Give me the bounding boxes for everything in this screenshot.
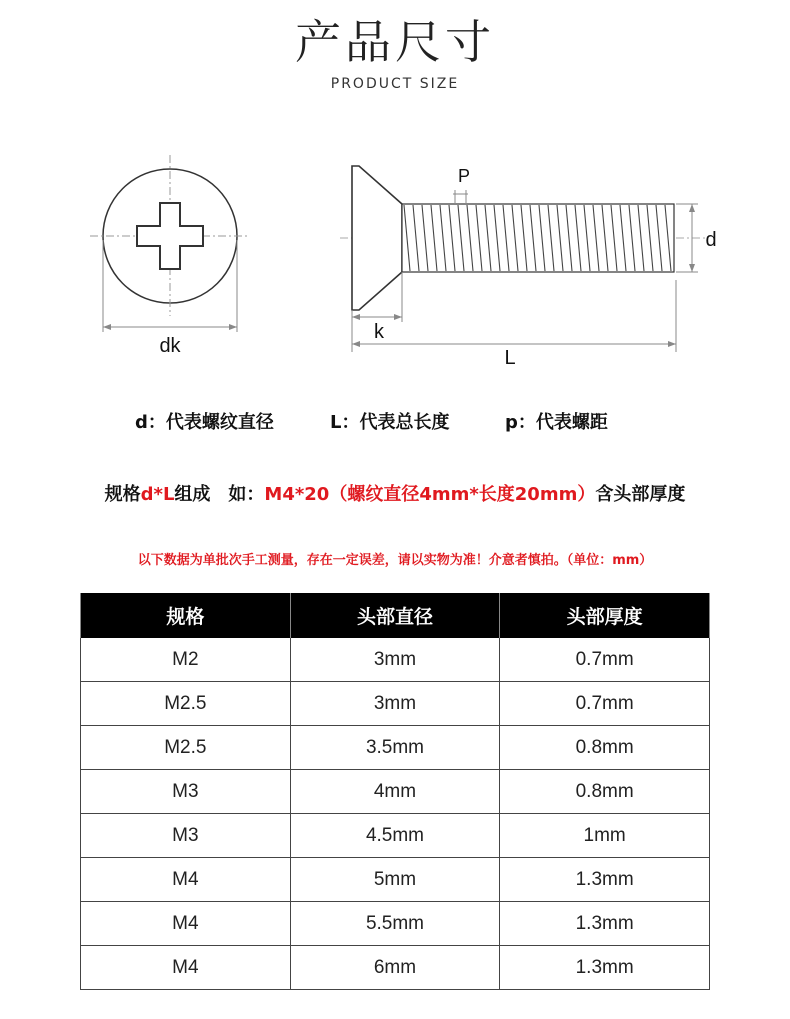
cell-head-diameter: 4.5mm [290, 814, 500, 858]
spec-prefix: 规格 [104, 484, 141, 505]
k-label: k [374, 321, 384, 343]
L-label: L [504, 347, 516, 369]
screw-head-top-view [90, 155, 250, 316]
cell-head-thickness: 0.8mm [500, 726, 710, 770]
cell-spec: M4 [81, 902, 291, 946]
cell-spec: M4 [81, 946, 291, 990]
L-dimension [352, 280, 676, 352]
legend-d: d：代表螺纹直径 [135, 412, 274, 433]
pitch-dimension [453, 190, 468, 204]
table-row [81, 858, 710, 902]
table-row [81, 902, 710, 946]
table-row [81, 638, 710, 682]
page-title: 产品尺寸 [295, 15, 495, 69]
table-row [81, 946, 710, 990]
cell-spec: M3 [81, 770, 291, 814]
cell-spec: M2.5 [81, 726, 291, 770]
spec-tail: 含头部厚度 [595, 484, 686, 505]
cell-spec: M2.5 [81, 682, 291, 726]
screw-dimension-diagram [0, 140, 790, 380]
cell-head-diameter: 4mm [290, 770, 500, 814]
cell-head-diameter: 5.5mm [290, 902, 500, 946]
cell-spec: M3 [81, 814, 291, 858]
cell-head-diameter: 6mm [290, 946, 500, 990]
cell-head-diameter: 3mm [290, 682, 500, 726]
cell-head-thickness: 1.3mm [500, 902, 710, 946]
header-head-diameter: 头部直径 [290, 593, 500, 638]
spec-suffix: 组成 如： [174, 484, 265, 505]
cell-head-diameter: 3mm [290, 638, 500, 682]
legend-p: p：代表螺距 [505, 412, 608, 433]
spec-formula: d*L [140, 484, 175, 505]
cell-spec: M4 [81, 858, 291, 902]
cell-spec: M2 [81, 638, 291, 682]
pitch-label: P [457, 166, 471, 186]
legend-L: L：代表总长度 [330, 412, 450, 433]
table-row [81, 726, 710, 770]
phillips-cross-icon [137, 203, 203, 269]
cell-head-diameter: 5mm [290, 858, 500, 902]
spec-description [0, 480, 790, 506]
d-label: d [705, 229, 717, 251]
header-head-thickness: 头部厚度 [500, 593, 710, 638]
cell-head-thickness: 1.3mm [500, 946, 710, 990]
header-spec: 规格 [81, 593, 291, 638]
cell-head-thickness: 1.3mm [500, 858, 710, 902]
table-row [81, 682, 710, 726]
table-header-row [81, 593, 710, 638]
screw-side-view [340, 166, 705, 310]
cell-head-thickness: 0.7mm [500, 682, 710, 726]
spec-example: M4*20（螺纹直径4mm*长度20mm） [264, 484, 596, 505]
table-row [81, 770, 710, 814]
cell-head-thickness: 0.8mm [500, 770, 710, 814]
size-table [80, 593, 710, 990]
page-subtitle: PRODUCT SIZE [330, 76, 460, 92]
cell-head-thickness: 1mm [500, 814, 710, 858]
cell-head-thickness: 0.7mm [500, 638, 710, 682]
measurement-notice: 以下数据为单批次手工测量，存在一定误差，请以实物为准！介意者慎拍。（单位：mm） [137, 553, 653, 568]
dk-label: dk [159, 335, 181, 357]
table-row [81, 814, 710, 858]
cell-head-diameter: 3.5mm [290, 726, 500, 770]
